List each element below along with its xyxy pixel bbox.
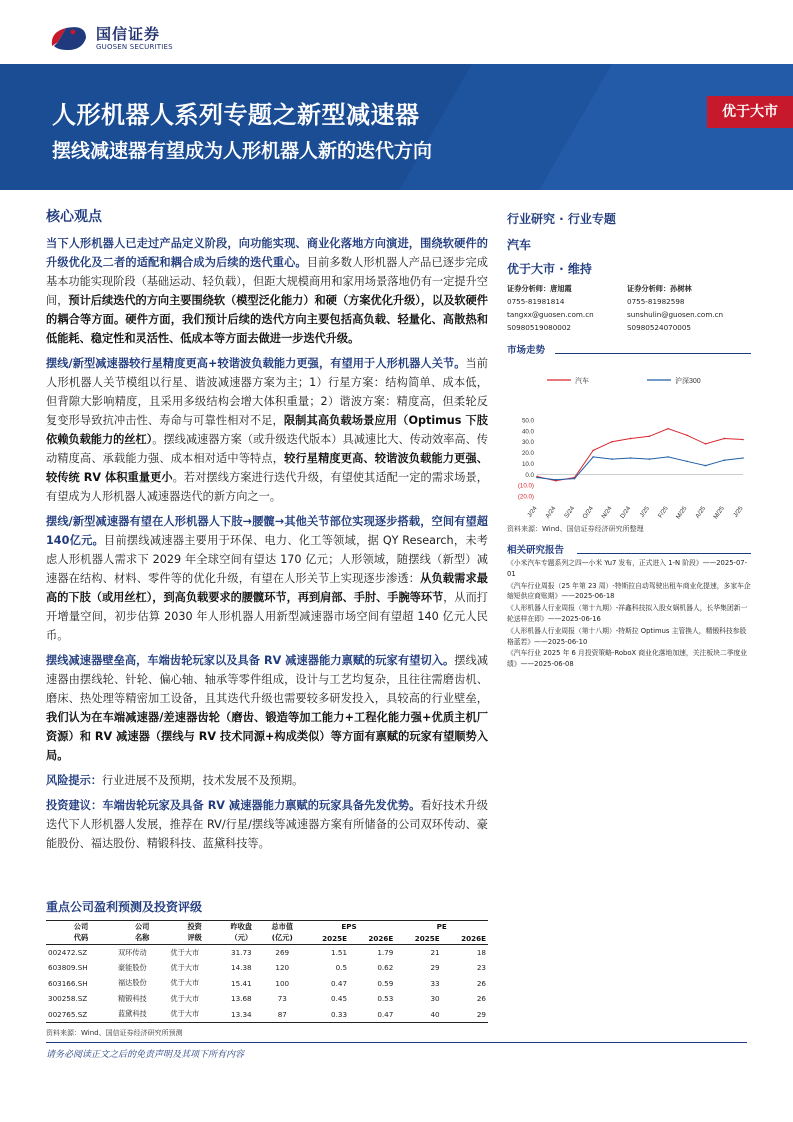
table-row bbox=[46, 976, 488, 992]
table-header: (亿元) bbox=[262, 933, 303, 945]
table-cell: 13.34 bbox=[221, 1007, 262, 1023]
table-cell: 26 bbox=[476, 994, 486, 1004]
industry-rating: 优于大市 · 维持 bbox=[507, 262, 592, 276]
table-cell: 269 bbox=[275, 948, 290, 957]
table-cell: 73 bbox=[277, 994, 287, 1004]
table-cell: 0.33 bbox=[303, 1007, 349, 1023]
table-cell: 优于大市 bbox=[170, 962, 200, 972]
table-cell: 双环传动 bbox=[117, 947, 147, 957]
p4-lead: 摆线减速器壁垒高，车端齿轮玩家以及具备 RV 减速器能力禀赋的玩家有望切入。 bbox=[46, 654, 455, 667]
guosen-logo bbox=[46, 22, 196, 56]
table-cell: 40 bbox=[395, 1007, 441, 1023]
core-views-title: 核心观点 bbox=[46, 209, 102, 225]
related-reports-list bbox=[507, 558, 751, 671]
related-report-item[interactable]: 《人形机器人行业周报（第十八期）-特斯拉 Optimus 主管换人，精锻科技参股格蓝若》——2025-06-10 bbox=[507, 626, 747, 646]
paragraph-2 bbox=[46, 354, 488, 506]
related-report-item[interactable]: 《小米汽车专题系列之四—小米 Yu7 发布，正式进入 1-N 阶段》——2025-07-01 bbox=[507, 559, 748, 578]
paragraph-3 bbox=[46, 512, 488, 645]
market-trend-chart bbox=[507, 372, 751, 522]
series-point bbox=[536, 477, 538, 479]
series-point bbox=[611, 458, 613, 460]
paragraph-1 bbox=[46, 234, 488, 348]
table-cell: 87 bbox=[262, 1007, 303, 1023]
series-point bbox=[667, 456, 669, 458]
y-tick-label: 40.0 bbox=[521, 428, 534, 436]
table-header: 名称 bbox=[116, 933, 168, 945]
table-cell: 002765.SZ bbox=[46, 1007, 116, 1023]
p3-lead: 摆线/新型减速器有望在人形机器人下肢→腰髋→其他关节部位实现逐步搭载，空间有望超140亿元。 bbox=[46, 515, 488, 547]
table-cell: 14.38 bbox=[231, 963, 252, 973]
analyst-2-name: 证券分析师：孙树林 bbox=[627, 284, 692, 293]
x-tick-label: S/24 bbox=[563, 505, 577, 520]
logo-text-en: GUOSEN SECURITIES bbox=[96, 43, 173, 51]
table-cell: 精锻科技 bbox=[117, 993, 147, 1003]
analyst-1-cert: S0980519080002 bbox=[507, 323, 572, 332]
series-point bbox=[705, 465, 707, 467]
table-cell: 优于大市 bbox=[170, 978, 200, 988]
series-point bbox=[742, 457, 744, 459]
table-cell: 13.68 bbox=[231, 994, 252, 1004]
table-source: 资料来源：Wind、国信证券经济研究所预测 bbox=[46, 1029, 183, 1037]
footer-disclaimer: 请务必阅读正文之后的免责声明及其项下所有内容 bbox=[46, 1050, 245, 1060]
analyst-1 bbox=[507, 282, 627, 334]
x-tick-label: J/25 bbox=[732, 505, 745, 519]
analyst-2 bbox=[627, 282, 747, 334]
analyst-2-cert: S0980524070005 bbox=[627, 323, 692, 332]
related-reports-rule bbox=[577, 553, 751, 554]
report-title: 人形机器人系列专题之新型减速器 bbox=[52, 101, 420, 129]
legend-label: 汽车 bbox=[575, 378, 589, 385]
y-tick-label: (20.0) bbox=[517, 493, 534, 501]
forecast-table bbox=[46, 920, 488, 1023]
table-header: 2025E bbox=[303, 933, 349, 945]
analyst-1-phone: 0755-81981814 bbox=[507, 297, 565, 306]
y-tick-label: 50.0 bbox=[521, 417, 534, 425]
invest-paragraph bbox=[46, 796, 488, 853]
series-point bbox=[592, 450, 594, 452]
p4-emphasis: 我们认为在车端减速器/差速器齿轮（磨齿、锻造等加工能力+工程化能力强+优质主机厂资源）和 RV 减速器（摆线与 RV 技术同源+构成类似）等方面有禀赋的玩家有望顺势入局。 bbox=[46, 711, 488, 762]
related-reports-title: 相关研究报告 bbox=[507, 545, 565, 556]
x-tick-label: F/25 bbox=[656, 505, 670, 520]
analyst-2-email[interactable]: sunshulin@guosen.com.cn bbox=[627, 310, 724, 319]
x-tick-label: J/25 bbox=[638, 505, 652, 519]
series-point bbox=[705, 443, 707, 445]
table-cell: 0.45 bbox=[331, 994, 348, 1004]
table-cell: 1.79 bbox=[377, 948, 394, 957]
table-row bbox=[46, 991, 488, 1007]
analyst-1-email[interactable]: tangxx@guosen.com.cn bbox=[507, 310, 594, 319]
table-cell: 100 bbox=[275, 978, 290, 988]
x-tick-label: J/24 bbox=[526, 505, 539, 519]
table-header: （元） bbox=[221, 933, 262, 945]
risk-paragraph bbox=[46, 771, 488, 790]
p2-text-c: 。若对摆线方案进行迭代升级，有望使其适配一定的需求场景，有望成为人形机器人减速器迭代的新方向之一。 bbox=[46, 471, 488, 503]
y-tick-label: (10.0) bbox=[517, 482, 534, 490]
p1-text: 目前多数人形机器人产品已逐步完成基本功能实现阶段（基础运动、轻负载），但距大规模商用和家用场景落地仍有一定提升空间， bbox=[46, 256, 488, 307]
related-report-item[interactable]: 《汽车行业 2025 年 6 月投资策略-RoboX 商业化落地加速，关注板块二季度业绩》——2025-06-08 bbox=[507, 649, 748, 669]
chart-source: 资料来源：Wind、国信证券经济研究所整理 bbox=[507, 525, 644, 533]
x-tick-label: M/25 bbox=[674, 505, 689, 521]
table-header: 2026E bbox=[349, 933, 395, 945]
table-cell: 30 bbox=[430, 994, 440, 1004]
risk-label: 风险提示： bbox=[46, 774, 102, 787]
series-point bbox=[649, 435, 651, 437]
table-header: 评级 bbox=[168, 933, 220, 945]
logo-text-cn: 国信证券 bbox=[96, 25, 161, 43]
p2-emphasis: 限制其高负载场景应用（Optimus 下肢依赖负载能力的丝杠） bbox=[46, 414, 488, 446]
table-cell: 31.73 bbox=[231, 948, 252, 957]
table-cell: 0.47 bbox=[349, 1007, 395, 1023]
table-cell: 0.62 bbox=[377, 963, 394, 973]
table-cell: 23 bbox=[476, 963, 486, 973]
p1-lead: 当下人形机器人已走过产品定义阶段，向功能实现、商业化落地方向演进，围绕软硬件的升级优化及二者的适配和耦合成为后续的迭代重心。 bbox=[46, 237, 488, 269]
logo-mark-icon bbox=[46, 24, 90, 54]
table-header-row bbox=[46, 933, 488, 945]
table-cell: 蓝黛科技 bbox=[116, 1007, 168, 1023]
table-header: 昨收盘 bbox=[221, 921, 262, 933]
table-cell: 豪能股份 bbox=[117, 962, 147, 972]
invest-lead: 车端齿轮玩家及具备 RV 减速器能力禀赋的玩家具备先发优势。 bbox=[102, 799, 421, 812]
y-tick-label: 10.0 bbox=[521, 460, 534, 468]
table-cell: 603809.SH bbox=[48, 963, 88, 973]
footer-divider bbox=[46, 1042, 747, 1043]
series-point bbox=[686, 460, 688, 462]
legend-label: 沪深300 bbox=[675, 378, 701, 385]
table-header-pe: PE bbox=[395, 921, 488, 933]
p3-text: 目前摆线减速器主要用于环保、电力、化工等领域，据 QY Research，未考虑人形机器人需求下 2029 年全球空间有望达 170 亿元；人形领域，随摆线（新型）减速器在结构、材料、零件等的优化升级，有望在人形关节上实现逐步渗透： bbox=[46, 534, 488, 585]
y-tick-label: 30.0 bbox=[521, 439, 534, 447]
analyst-1-name: 证券分析师：唐旭霞 bbox=[507, 284, 572, 293]
table-header: 代码 bbox=[46, 933, 116, 945]
series-point bbox=[649, 458, 651, 460]
y-tick-label: 20.0 bbox=[521, 450, 534, 458]
invest-text: 看好技术升级迭代下人形机器人发展，推荐在 RV/行星/摆线等减速器方案有所储备的公司双环传动、豪能股份、福达股份、精锻科技、蓝黛科技等。 bbox=[46, 799, 488, 850]
series-point bbox=[686, 434, 688, 436]
series-line-1 bbox=[537, 457, 743, 480]
rating-badge: 优于大市 bbox=[707, 96, 793, 128]
market-trend-title: 市场走势 bbox=[507, 345, 546, 356]
risk-text: 行业进展不及预期，技术发展不及预期。 bbox=[101, 774, 304, 787]
table-cell: 1.51 bbox=[331, 948, 348, 957]
table-row bbox=[46, 1007, 488, 1023]
y-tick-label: 0.0 bbox=[525, 471, 534, 479]
x-tick-label: D/24 bbox=[619, 505, 633, 520]
paragraph-4 bbox=[46, 651, 488, 765]
market-trend-rule bbox=[555, 353, 751, 354]
table-cell: 603166.SH bbox=[48, 978, 88, 988]
analyst-2-phone: 0755-81982598 bbox=[627, 297, 685, 306]
table-header: 2026E bbox=[442, 933, 488, 945]
x-tick-label: M/25 bbox=[712, 505, 726, 521]
x-tick-label: A/24 bbox=[544, 505, 558, 520]
x-tick-label: A/25 bbox=[694, 505, 708, 520]
report-subtitle: 摆线减速器有望成为人形机器人新的迭代方向 bbox=[52, 140, 433, 162]
table-cell: 优于大市 bbox=[168, 1007, 220, 1023]
series-point bbox=[723, 459, 725, 461]
table-cell: 26 bbox=[476, 978, 486, 988]
table-header: 2025E bbox=[395, 933, 441, 945]
series-point bbox=[555, 479, 557, 481]
p2-text-b: 。摆线减速器方案（或升级迭代版本）具减速比大、传动效率高、传动精度高、承载能力强、成本相对适中等特点， bbox=[46, 433, 488, 465]
table-header: 投资 bbox=[168, 921, 220, 933]
table-cell: 120 bbox=[275, 963, 290, 973]
p2-lead: 摆线/新型减速器较行星精度更高+较谐波负载能力更强，有望用于人形机器人关节。 bbox=[46, 357, 466, 370]
forecast-table-title: 重点公司盈利预测及投资评级 bbox=[46, 900, 203, 914]
x-tick-label: O/24 bbox=[581, 505, 595, 521]
series-point bbox=[723, 438, 725, 440]
p2-emphasis-b: 较行星精度更高、较谐波负载能力更强、较传统 RV 体积重量更小 bbox=[46, 452, 488, 484]
table-cell: 18 bbox=[476, 948, 486, 957]
table-header: 公司 bbox=[116, 921, 168, 933]
table-cell: 0.59 bbox=[377, 978, 394, 988]
table-header: 总市值 bbox=[262, 921, 303, 933]
table-cell: 21 bbox=[430, 948, 440, 957]
p2-text: 当前人形机器人关节模组以行星、谐波减速器方案为主；1）行星方案：结构简单、成本低，但背隙大影响精度，且采用多级结构会增大体积重量；2）谐波方案：精度高，但柔轮反复变形导致抗冲击性、寿命与可靠性相对不足， bbox=[46, 357, 488, 427]
industry-name: 汽车 bbox=[507, 238, 532, 252]
series-point bbox=[611, 441, 613, 443]
p3-text-b: ，从而打开增量空间，初步估算 2030 年人形机器人用新型减速器市场空间有望超 140 亿元人民币。 bbox=[46, 591, 488, 642]
series-point bbox=[630, 457, 632, 459]
p4-text: 摆线减速器由摆线轮、针轮、偏心轴、轴承等零件组成，设计与工艺均复杂，且往往需磨齿机、磨床、热处理等精密加工设备，且其迭代升级也需要较多研发投入，具较高的行业壁垒， bbox=[46, 654, 488, 705]
table-header: 公司 bbox=[46, 921, 116, 933]
table-cell: 300258.SZ bbox=[48, 994, 88, 1004]
table-header-row bbox=[46, 921, 488, 933]
table-cell: 0.47 bbox=[331, 978, 348, 988]
p1-emphasis: 预计后续迭代的方向主要围绕软（模型泛化能力）和硬（方案优化升级），以及软硬件的耦合等方面。硬件方面，我们预计后续的迭代方向主要包括高负载、轻量化、高散热和低能耗、稳定性和灵活性、低成本等方面去做进一步迭代升级。 bbox=[46, 294, 488, 345]
table-cell: 29 bbox=[430, 963, 440, 973]
table-row bbox=[46, 960, 488, 976]
core-views-section bbox=[46, 206, 488, 859]
table-cell: 33 bbox=[430, 978, 440, 988]
p3-emphasis: 从负载需求最高的下肢（或用丝杠），到高负载要求的腰髋环节，再到肩部、手肘、手腕等环节 bbox=[46, 572, 488, 604]
table-cell: 福达股份 bbox=[117, 978, 147, 988]
related-report-item[interactable]: 《汽车行业周报（25 年第 23 周）-特斯拉自动驾驶出租车商业化提速，多家车企缩短供应商账期》——2025-06-18 bbox=[507, 581, 751, 601]
table-cell: 优于大市 bbox=[170, 993, 200, 1003]
title-banner bbox=[0, 64, 793, 190]
series-point bbox=[667, 428, 669, 430]
series-point bbox=[592, 456, 594, 458]
table-cell: 002472.SZ bbox=[48, 948, 88, 957]
x-tick-label: N/24 bbox=[600, 505, 614, 520]
series-point bbox=[574, 478, 576, 480]
table-cell: 15.41 bbox=[231, 978, 252, 988]
market-trend-svg bbox=[507, 372, 751, 522]
series-point bbox=[630, 438, 632, 440]
series-point bbox=[742, 439, 744, 441]
related-report-item[interactable]: 《人形机器人行业周报（第十九期）-祥鑫科技拟入股女娲机器人，长华集团新一轮送样在即》——2025-06-16 bbox=[507, 604, 748, 623]
table-row bbox=[46, 945, 488, 961]
table-cell: 优于大市 bbox=[170, 947, 200, 957]
table-cell: 0.5 bbox=[335, 963, 348, 973]
report-category: 行业研究 · 行业专题 bbox=[507, 212, 616, 226]
table-cell: 29 bbox=[442, 1007, 488, 1023]
series-line-0 bbox=[537, 429, 743, 481]
table-cell: 0.53 bbox=[377, 994, 394, 1004]
table-header-eps: EPS bbox=[303, 921, 396, 933]
invest-label: 投资建议： bbox=[46, 799, 103, 812]
